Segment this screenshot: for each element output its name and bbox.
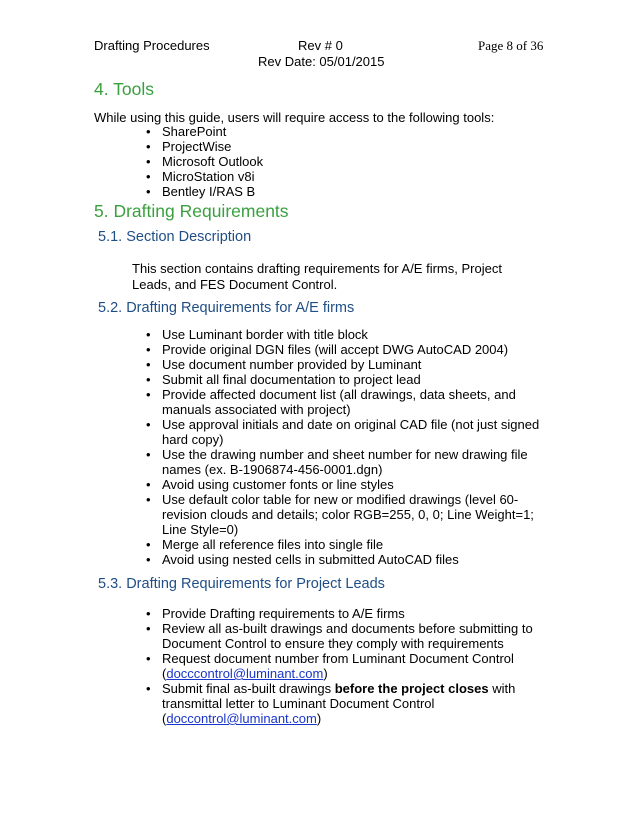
section-5-3-heading: 5.3. Drafting Requirements for Project Leads	[98, 576, 385, 592]
list-item: • Submit final as-built drawings before the project closes with transmittal letter to Luminant Document Control (doccontrol@luminant.com)	[146, 681, 516, 726]
header-rev-date: Rev Date: 05/01/2015	[258, 54, 385, 69]
list-item: • Microsoft Outlook	[146, 154, 264, 169]
section-5-heading: 5. Drafting Requirements	[94, 201, 289, 221]
header-revision: Rev # 0	[298, 38, 343, 53]
list-item: • Use Luminant border with title block	[146, 327, 368, 342]
list-item: • Provide Drafting requirements to A/E firms	[146, 606, 405, 621]
list-item: • ProjectWise	[146, 139, 232, 154]
tools-list	[146, 124, 526, 199]
section-5-1-text: This section contains drafting requirements for A/E firms, Project Leads, and FES Document Control.	[132, 261, 502, 292]
emphasis-before-close: before the project closes	[334, 681, 489, 696]
list-item: • Use approval initials and date on original CAD file (not just signed hard copy)	[146, 417, 540, 447]
list-item: • Request document number from Luminant Document Control (docccontrol@luminant.com)	[146, 651, 514, 681]
project-lead-requirements-list	[146, 606, 541, 726]
list-item: • Provide original DGN files (will accept DWG AutoCAD 2004)	[146, 342, 509, 357]
list-item: • MicroStation v8i	[146, 169, 255, 184]
section-4-heading: 4. Tools	[94, 79, 154, 99]
section-5-2-heading: 5.2. Drafting Requirements for A/E firms	[98, 300, 355, 316]
list-item: • Submit all final documentation to project lead	[146, 372, 421, 387]
list-item: • Use default color table for new or modified drawings (level 60-revision clouds and details; color RGB=255, 0, 0; Line Weight=1; Line Style=0)	[146, 492, 534, 537]
list-item: • Use document number provided by Luminant	[146, 357, 422, 372]
ae-requirements-list	[146, 327, 541, 567]
list-item: • Merge all reference files into single file	[146, 537, 384, 552]
email-link-doccontrol[interactable]: doccontrol@luminant.com	[166, 711, 317, 726]
email-link-docccontrol[interactable]: docccontrol@luminant.com	[166, 666, 324, 681]
list-item: • Avoid using nested cells in submitted AutoCAD files	[146, 552, 459, 567]
section-4-intro: While using this guide, users will require access to the following tools:	[94, 110, 495, 125]
section-5-1-heading: 5.1. Section Description	[98, 229, 252, 245]
list-item: • Avoid using customer fonts or line styles	[146, 477, 394, 492]
list-item: • Use the drawing number and sheet number for new drawing file names (ex. B-1906874-456-0001.dgn)	[146, 447, 528, 477]
list-item: • Review all as-built drawings and documents before submitting to Document Control to ensure they comply with requirements	[146, 621, 533, 651]
list-item: • SharePoint	[146, 124, 227, 139]
header-page-number: Page 8 of 36	[478, 38, 544, 53]
list-item: • Bentley I/RAS B	[146, 184, 256, 199]
list-item: • Provide affected document list (all drawings, data sheets, and manuals associated with project)	[146, 387, 516, 417]
header-doc-title: Drafting Procedures	[94, 38, 210, 53]
